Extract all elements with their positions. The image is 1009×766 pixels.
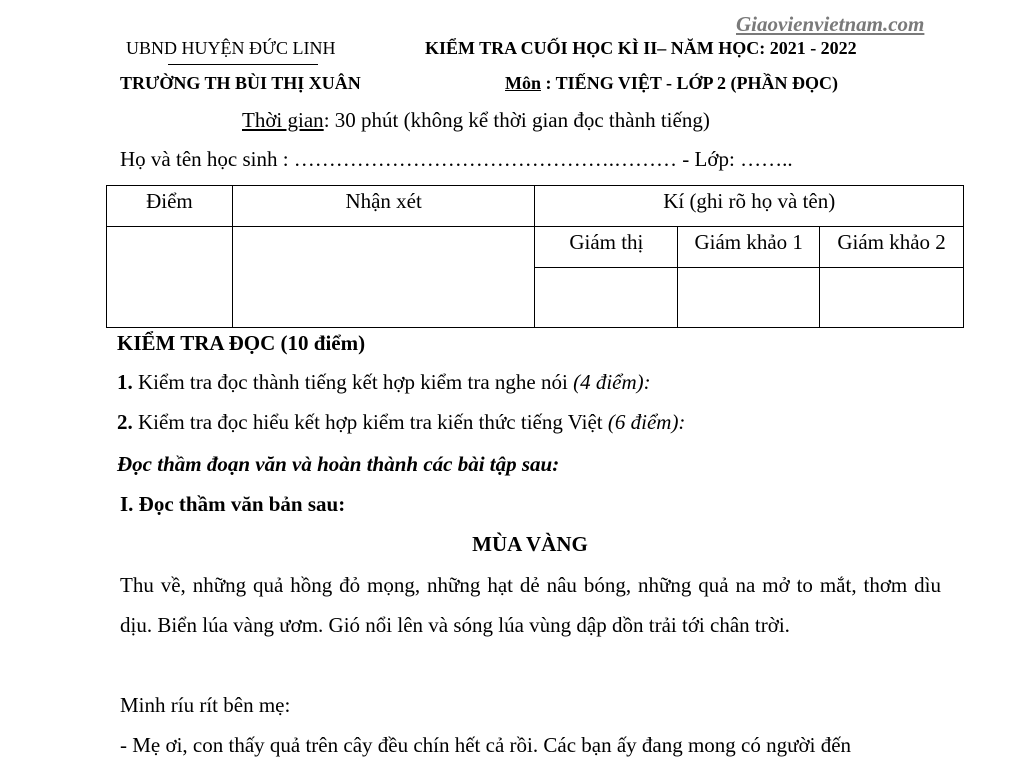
exam-title: KIỂM TRA CUỐI HỌC KÌ II– NĂM HỌC: 2021 - 2022 (425, 38, 857, 58)
comment-cell[interactable] (232, 227, 535, 328)
story-title: MÙA VÀNG (472, 532, 588, 556)
story-paragraph-2: Minh ríu rít bên mẹ: (120, 693, 291, 717)
examiner2-signature-cell[interactable] (820, 268, 964, 328)
proctor-signature-cell[interactable] (535, 268, 678, 328)
score-header: Điểm (107, 186, 233, 227)
time-value: : 30 phút (không kể thời gian đọc thành tiếng) (323, 108, 710, 132)
comment-header: Nhận xét (232, 186, 535, 227)
item-2-text: Kiểm tra đọc hiểu kết hợp kiểm tra kiến thức tiếng Việt (132, 410, 608, 434)
story-paragraph-1: Thu về, những quả hồng đỏ mọng, những hạt dẻ nâu bóng, những quả na mở to mắt, thơm dìu dịu. Biển lúa vàng ươm. Gió nổi lên và sóng lúa vùng dập dồn trải tới chân trời. (120, 573, 941, 637)
item-2-number: 2. (117, 410, 133, 434)
subject-label: Môn (505, 73, 541, 93)
score-table (106, 185, 964, 328)
examiner1-signature-cell[interactable] (678, 268, 820, 328)
examiner2-header: Giám khảo 2 (820, 227, 964, 268)
subject-colon: : (541, 73, 556, 93)
school-name: TRƯỜNG TH BÙI THỊ XUÂN (120, 73, 361, 93)
examiner1-header: Giám khảo 1 (678, 227, 820, 268)
proctor-header: Giám thị (535, 227, 678, 268)
score-cell[interactable] (107, 227, 233, 328)
story-paragraph-3: - Mẹ ơi, con thấy quả trên cây đều chín hết cả rồi. Các bạn ấy đang mong có người đến (120, 733, 852, 757)
student-name-line: Họ và tên học sinh : ……………………………………….……… - Lớp: …….. (120, 147, 793, 171)
part-1-title: I. Đọc thầm văn bản sau: (120, 492, 346, 516)
instruction: Đọc thầm đoạn văn và hoàn thành các bài tập sau: (117, 452, 560, 476)
item-1 (117, 370, 651, 395)
item-2-points: (6 điểm): (607, 410, 686, 434)
item-1-number: 1. (117, 370, 133, 394)
signature-header: Kí (ghi rõ họ và tên) (535, 186, 964, 227)
time-line (242, 108, 710, 133)
district-name: UBND HUYỆN ĐỨC LINH (126, 38, 336, 58)
section-title: KIỂM TRA ĐỌC (10 điểm) (117, 331, 366, 355)
time-label: Thời gian (242, 108, 324, 132)
item-1-text: Kiểm tra đọc thành tiếng kết hợp kiểm tra nghe nói (132, 370, 574, 394)
subject-value: TIẾNG VIỆT - LỚP 2 (PHẦN ĐỌC) (555, 73, 839, 93)
item-1-points: (4 điểm): (573, 370, 651, 394)
district-underline (168, 64, 318, 65)
item-2 (117, 410, 685, 435)
watermark: Giaovienvietnam.com (736, 12, 925, 36)
subject-line (505, 73, 838, 94)
